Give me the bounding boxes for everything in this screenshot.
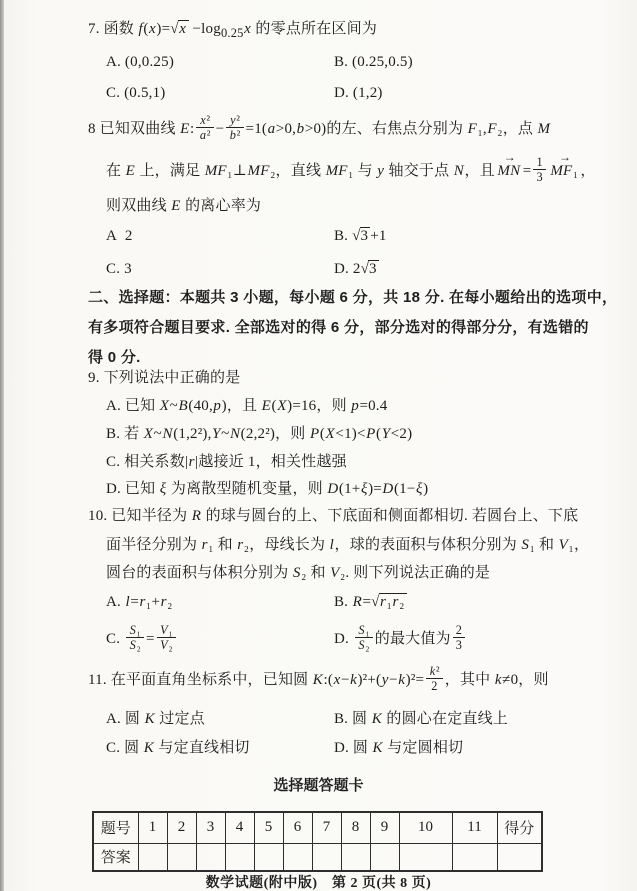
question-7-options-row-1 xyxy=(106,52,413,73)
question-7-option-c: C. (0.5,1) xyxy=(106,85,166,101)
question-11-option-b: B. 圆 K 的圆心在定直线上 xyxy=(333,711,508,727)
answer-cell-3 xyxy=(196,843,225,871)
question-8-option-a: A 2 xyxy=(106,228,133,244)
answer-card-title: 选择题答题卡 xyxy=(273,777,364,794)
header-cell-5: 5 xyxy=(254,812,283,843)
header-cell-6: 6 xyxy=(283,812,312,843)
scan-edge-artifact xyxy=(0,0,4,891)
section-2-header-line-3: 得 0 分. xyxy=(88,349,141,366)
header-cell-2: 2 xyxy=(167,812,196,843)
question-7-stem: 7. 函数 $f(x)=√x -\log_{0.25}x$ 的零点所在区间为 xyxy=(88,21,378,40)
question-8-stem-line-3: 则双曲线 E 的离心率为 xyxy=(106,198,262,214)
question-8-option-d: D. 2√3 xyxy=(333,261,377,277)
question-8-options-row-2 xyxy=(106,259,379,280)
question-11-option-d: D. 圆 K 与定圆相切 xyxy=(333,740,464,756)
section-2-header-line-1: 二、选择题：本题共 3 小题，每小题 6 分，共 18 分. 在每小题给出的选项中， xyxy=(88,289,618,306)
header-cell-9: 9 xyxy=(370,812,399,843)
header-cell-4: 4 xyxy=(225,812,254,843)
question-10-options-row-2 xyxy=(106,625,467,654)
answer-cell-score xyxy=(497,843,542,871)
header-cell-3: 3 xyxy=(196,812,225,843)
answer-row-label: 答案 xyxy=(93,843,138,871)
question-10-stem-line-3: 圆台的表面积与体积分别为 S₂ 和 V₂. 则下列说法正确的是 xyxy=(106,565,491,581)
question-10-stem-line-1: 10. 已知半径为 R 的球与圆台的上、下底面和侧面都相切. 若圆台上、下底 xyxy=(88,508,579,524)
question-10-options-row-1 xyxy=(106,592,407,613)
answer-cell-6 xyxy=(283,843,312,871)
question-9-option-b: B. 若 X~N(1,2²),Y~N(2,2²)，则 P(X<1)<P(Y<2) xyxy=(106,426,413,442)
answer-card-answer-row xyxy=(93,843,542,871)
header-cell-7: 7 xyxy=(312,812,341,843)
question-11-option-c: C. 圆 K 与定直线相切 xyxy=(106,740,250,756)
question-11-options-row-2 xyxy=(106,738,463,759)
question-10-stem-line-2: 面半径分别为 r₁ 和 r₂，母线长为 l，球的表面积与体积分别为 S₁ 和 V₁， xyxy=(106,537,590,553)
question-9-option-a: A. 已知 X~B(40,p)，且 E(X)=16，则 p=0.4 xyxy=(106,398,388,414)
header-cell-label: 题号 xyxy=(93,812,138,843)
question-11-stem: 11. 在平面直角坐标系中，已知圆 K:(x−k)²+(y−k)²= $\frac{\text{k²}}{2}$ ，其中 k≠0，则 xyxy=(88,664,549,694)
answer-cell-4 xyxy=(225,843,254,871)
question-7-option-d: D. (1,2) xyxy=(333,85,383,101)
question-8-options-row-1 xyxy=(106,226,387,247)
answer-card-table xyxy=(92,811,543,872)
question-7-options-row-2 xyxy=(106,83,383,104)
header-cell-score: 得分 xyxy=(497,812,542,843)
question-9-stem: 9. 下列说法中正确的是 xyxy=(88,370,241,386)
header-cell-8: 8 xyxy=(341,812,370,843)
question-10-option-b: B. R=√r₁r₂ xyxy=(333,594,405,610)
question-10-option-d: D. $\frac{\text{S₁}}{\text{S₂}}$ 的最大值为 $\frac{2}{3}$ xyxy=(334,625,467,654)
question-8-option-b: B. √3 +1 xyxy=(333,228,387,244)
answer-cell-7 xyxy=(312,843,341,871)
answer-cell-11 xyxy=(452,843,497,871)
answer-cell-2 xyxy=(167,843,196,871)
question-10-option-a: A. l=r₁+r₂ xyxy=(106,594,173,610)
question-7-option-a: A. (0,0.25) xyxy=(106,54,175,70)
answer-card-header-row xyxy=(93,812,542,843)
question-11-option-a: A. 圆 K 过定点 xyxy=(106,711,205,727)
answer-cell-1 xyxy=(138,843,167,871)
answer-cell-8 xyxy=(341,843,370,871)
question-9-option-c: C. 相关系数|r|越接近 1，相关性越强 xyxy=(106,454,347,470)
question-7-option-b: B. (0.25,0.5) xyxy=(333,54,413,70)
answer-cell-9 xyxy=(370,843,399,871)
question-10-option-c: C. $\frac{\text{S₁}}{\text{S₂}}$ = $\frac{\text{V₁}}{\text{V₂}}$ xyxy=(106,625,330,654)
question-8-stem-line-1: 8 已知双曲线 E: $\frac{\text{x²}}{\text{a²}}$ − $\frac{\text{y²}}{\text{b²}}$ =1(a>0,b>0)的左、右焦点分别为 F₁,F₂，点 M xyxy=(88,113,551,143)
page-footer: 数学试题(附中版) 第 2 页(共 8 页) xyxy=(205,876,432,891)
answer-cell-5 xyxy=(254,843,283,871)
question-8-stem-line-2: 在 E 上，满足 MF₁⊥MF₂，直线 MF₁ 与 y 轴交于点 N，且 → MN = $\frac{1}{3}$ → MF₁ ， xyxy=(106,157,596,186)
question-9-option-d: D. 已知 ξ 为离散型随机变量，则 D(1+ξ)=D(1−ξ) xyxy=(106,481,429,497)
answer-card-grid xyxy=(92,811,543,872)
header-cell-1: 1 xyxy=(138,812,167,843)
question-8-option-c: C. 3 xyxy=(106,261,132,277)
section-2-header-line-2: 有多项符合题目要求. 全部选对的得 6 分，部分选对的得部分分，有选错的 xyxy=(88,319,589,336)
header-cell-11: 11 xyxy=(452,812,497,843)
header-cell-10: 10 xyxy=(399,812,452,843)
question-11-options-row-1 xyxy=(106,709,508,730)
answer-cell-10 xyxy=(399,843,452,871)
